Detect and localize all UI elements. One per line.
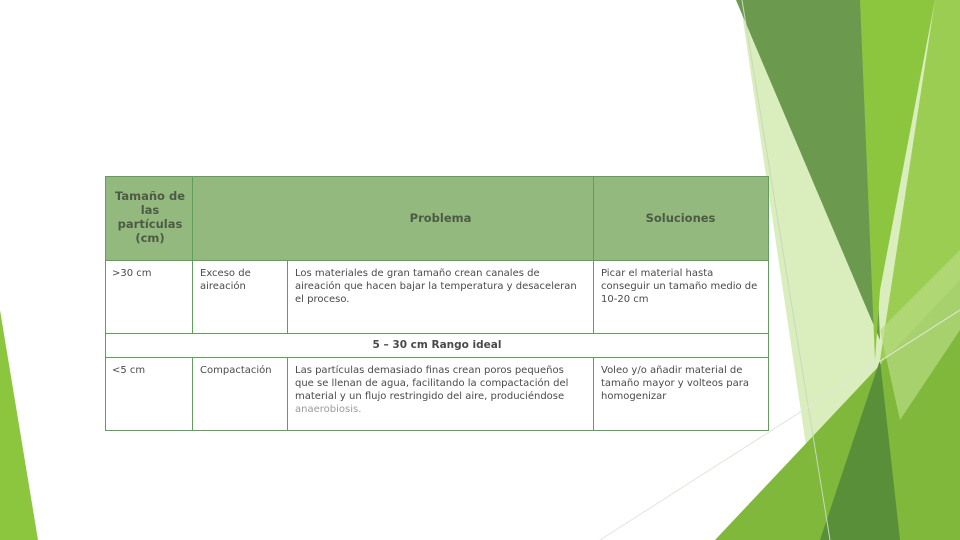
row1-solution: Picar el material hasta conseguir un tamaño medio de 10-20 cm (601, 268, 758, 305)
row-divider-ideal-bottom (106, 357, 768, 358)
col-divider-2 (287, 260, 288, 334)
row2-problem (289, 360, 591, 420)
col-divider-2b (287, 357, 288, 430)
row1-size: >30 cm (112, 268, 152, 279)
header-size: Tamaño de las partículas (cm) (115, 189, 185, 245)
col-divider-3b (593, 357, 594, 430)
row2-problem-tail: anaerobiosis. (295, 404, 362, 415)
row2-problem-text: Las partículas demasiado finas crean poros pequeños que se llenan de agua, facilitando la compactación del material y un flujo restringido del aire, produciéndose (295, 365, 569, 402)
col-divider-1 (192, 177, 193, 334)
header-problem: Problema (409, 211, 472, 225)
ideal-range-row: 5 – 30 cm Rango ideal (372, 339, 502, 351)
row2-issue: Compactación (200, 365, 272, 376)
col-divider-3 (593, 177, 594, 334)
row2-solution: Voleo y/o añadir material de tamaño mayor y volteos para homogenizar (601, 365, 749, 402)
left-green-sliver (0, 310, 38, 540)
row1-issue: Exceso de aireación (200, 268, 251, 292)
row-divider-header (106, 260, 768, 261)
col-divider-1b (192, 357, 193, 430)
row2-size: <5 cm (112, 365, 146, 376)
particle-size-table (105, 176, 769, 431)
header-solutions: Soluciones (645, 211, 716, 225)
row1-problem: Los materiales de gran tamaño crean canales de aireación que hacen bajar la temperatura y desaceleran el proceso. (295, 268, 577, 305)
